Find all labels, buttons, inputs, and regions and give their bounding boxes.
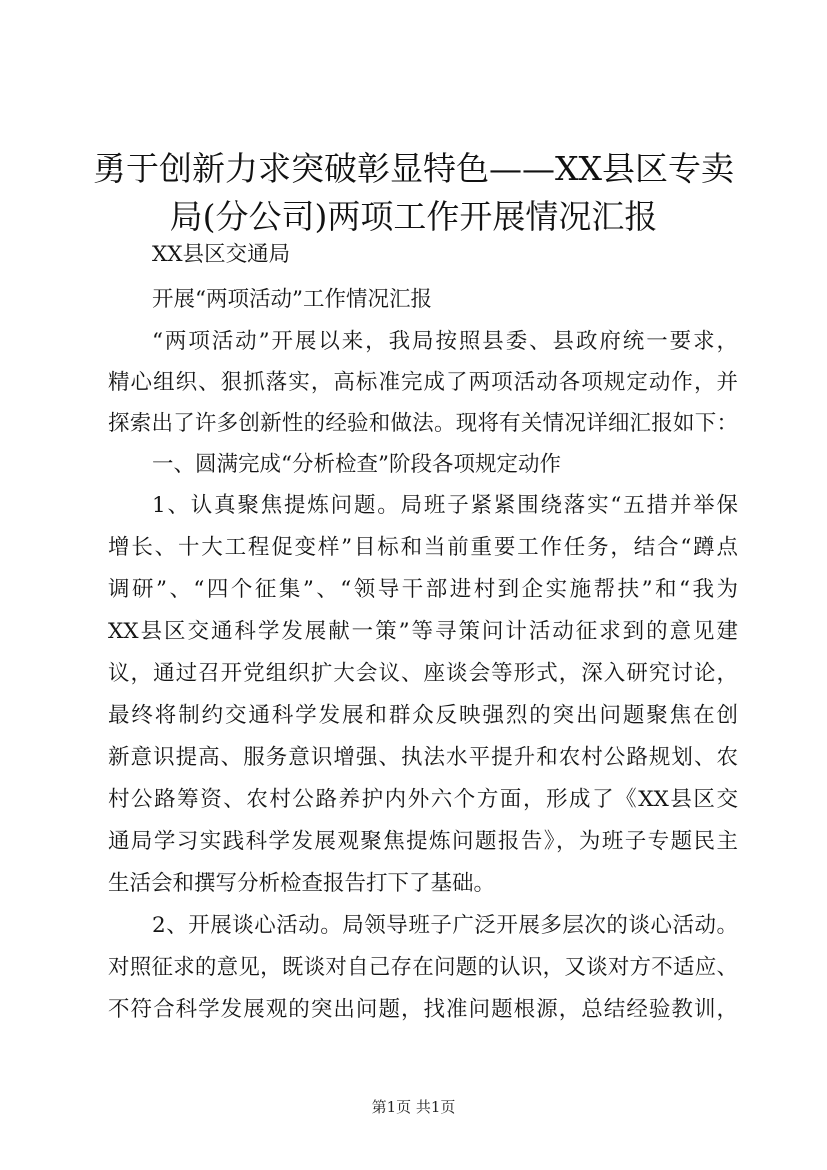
document-title-line-2: 局(分公司)两项工作开展情况汇报	[169, 197, 658, 236]
item2-line: 不符合科学发展观的突出问题，找准问题根源，总结经验教训，	[108, 997, 738, 1022]
item1-line: 新意识提高、服务意识增强、执法水平提升和农村公路规划、农	[108, 745, 738, 770]
item1-line: 通局学习实践科学发展观聚焦提炼问题报告》，为班子专题民主	[108, 829, 738, 854]
item1-line: 最终将制约交通科学发展和群众反映强烈的突出问题聚焦在创	[108, 703, 738, 728]
item1-line: 村公路筹资、农村公路养护内外六个方面，形成了《XX县区交	[108, 787, 738, 812]
item2-line: 2、开展谈心活动。局领导班子广泛开展多层次的谈心活动。	[152, 913, 738, 938]
author-line: XX县区交通局	[152, 242, 291, 267]
item1-line: 调研”、“四个征集”、“领导干部进村到企实施帮扶”和“我为	[108, 577, 738, 602]
intro-line: 探索出了许多创新性的经验和做法。现将有关情况详细汇报如下：	[108, 411, 738, 436]
item1-line: 增长、十大工程促变样”目标和当前重要工作任务，结合“蹲点	[108, 535, 738, 560]
subtitle-line: 开展“两项活动”工作情况汇报	[152, 287, 432, 312]
page-footer: 第1页 共1页	[371, 1098, 456, 1116]
intro-line: 精心组织、狠抓落实，高标准完成了两项活动各项规定动作，并	[108, 370, 738, 395]
section-heading: 一、圆满完成“分析检查”阶段各项规定动作	[152, 452, 561, 477]
intro-line: “两项活动”开展以来，我局按照县委、县政府统一要求，	[152, 329, 738, 354]
item1-line: 1、认真聚焦提炼问题。局班子紧紧围绕落实“五措并举保	[152, 493, 738, 518]
item1-line: 议，通过召开党组织扩大会议、座谈会等形式，深入研究讨论，	[108, 661, 738, 686]
item2-line: 对照征求的意见，既谈对自己存在问题的认识，又谈对方不适应、	[108, 955, 738, 980]
item1-line: 生活会和撰写分析检查报告打下了基础。	[108, 871, 496, 896]
item1-line: XX县区交通科学发展献一策”等寻策问计活动征求到的意见建	[108, 619, 738, 644]
document-title-line-1: 勇于创新力求突破彰显特色——XX县区专卖	[93, 149, 734, 188]
